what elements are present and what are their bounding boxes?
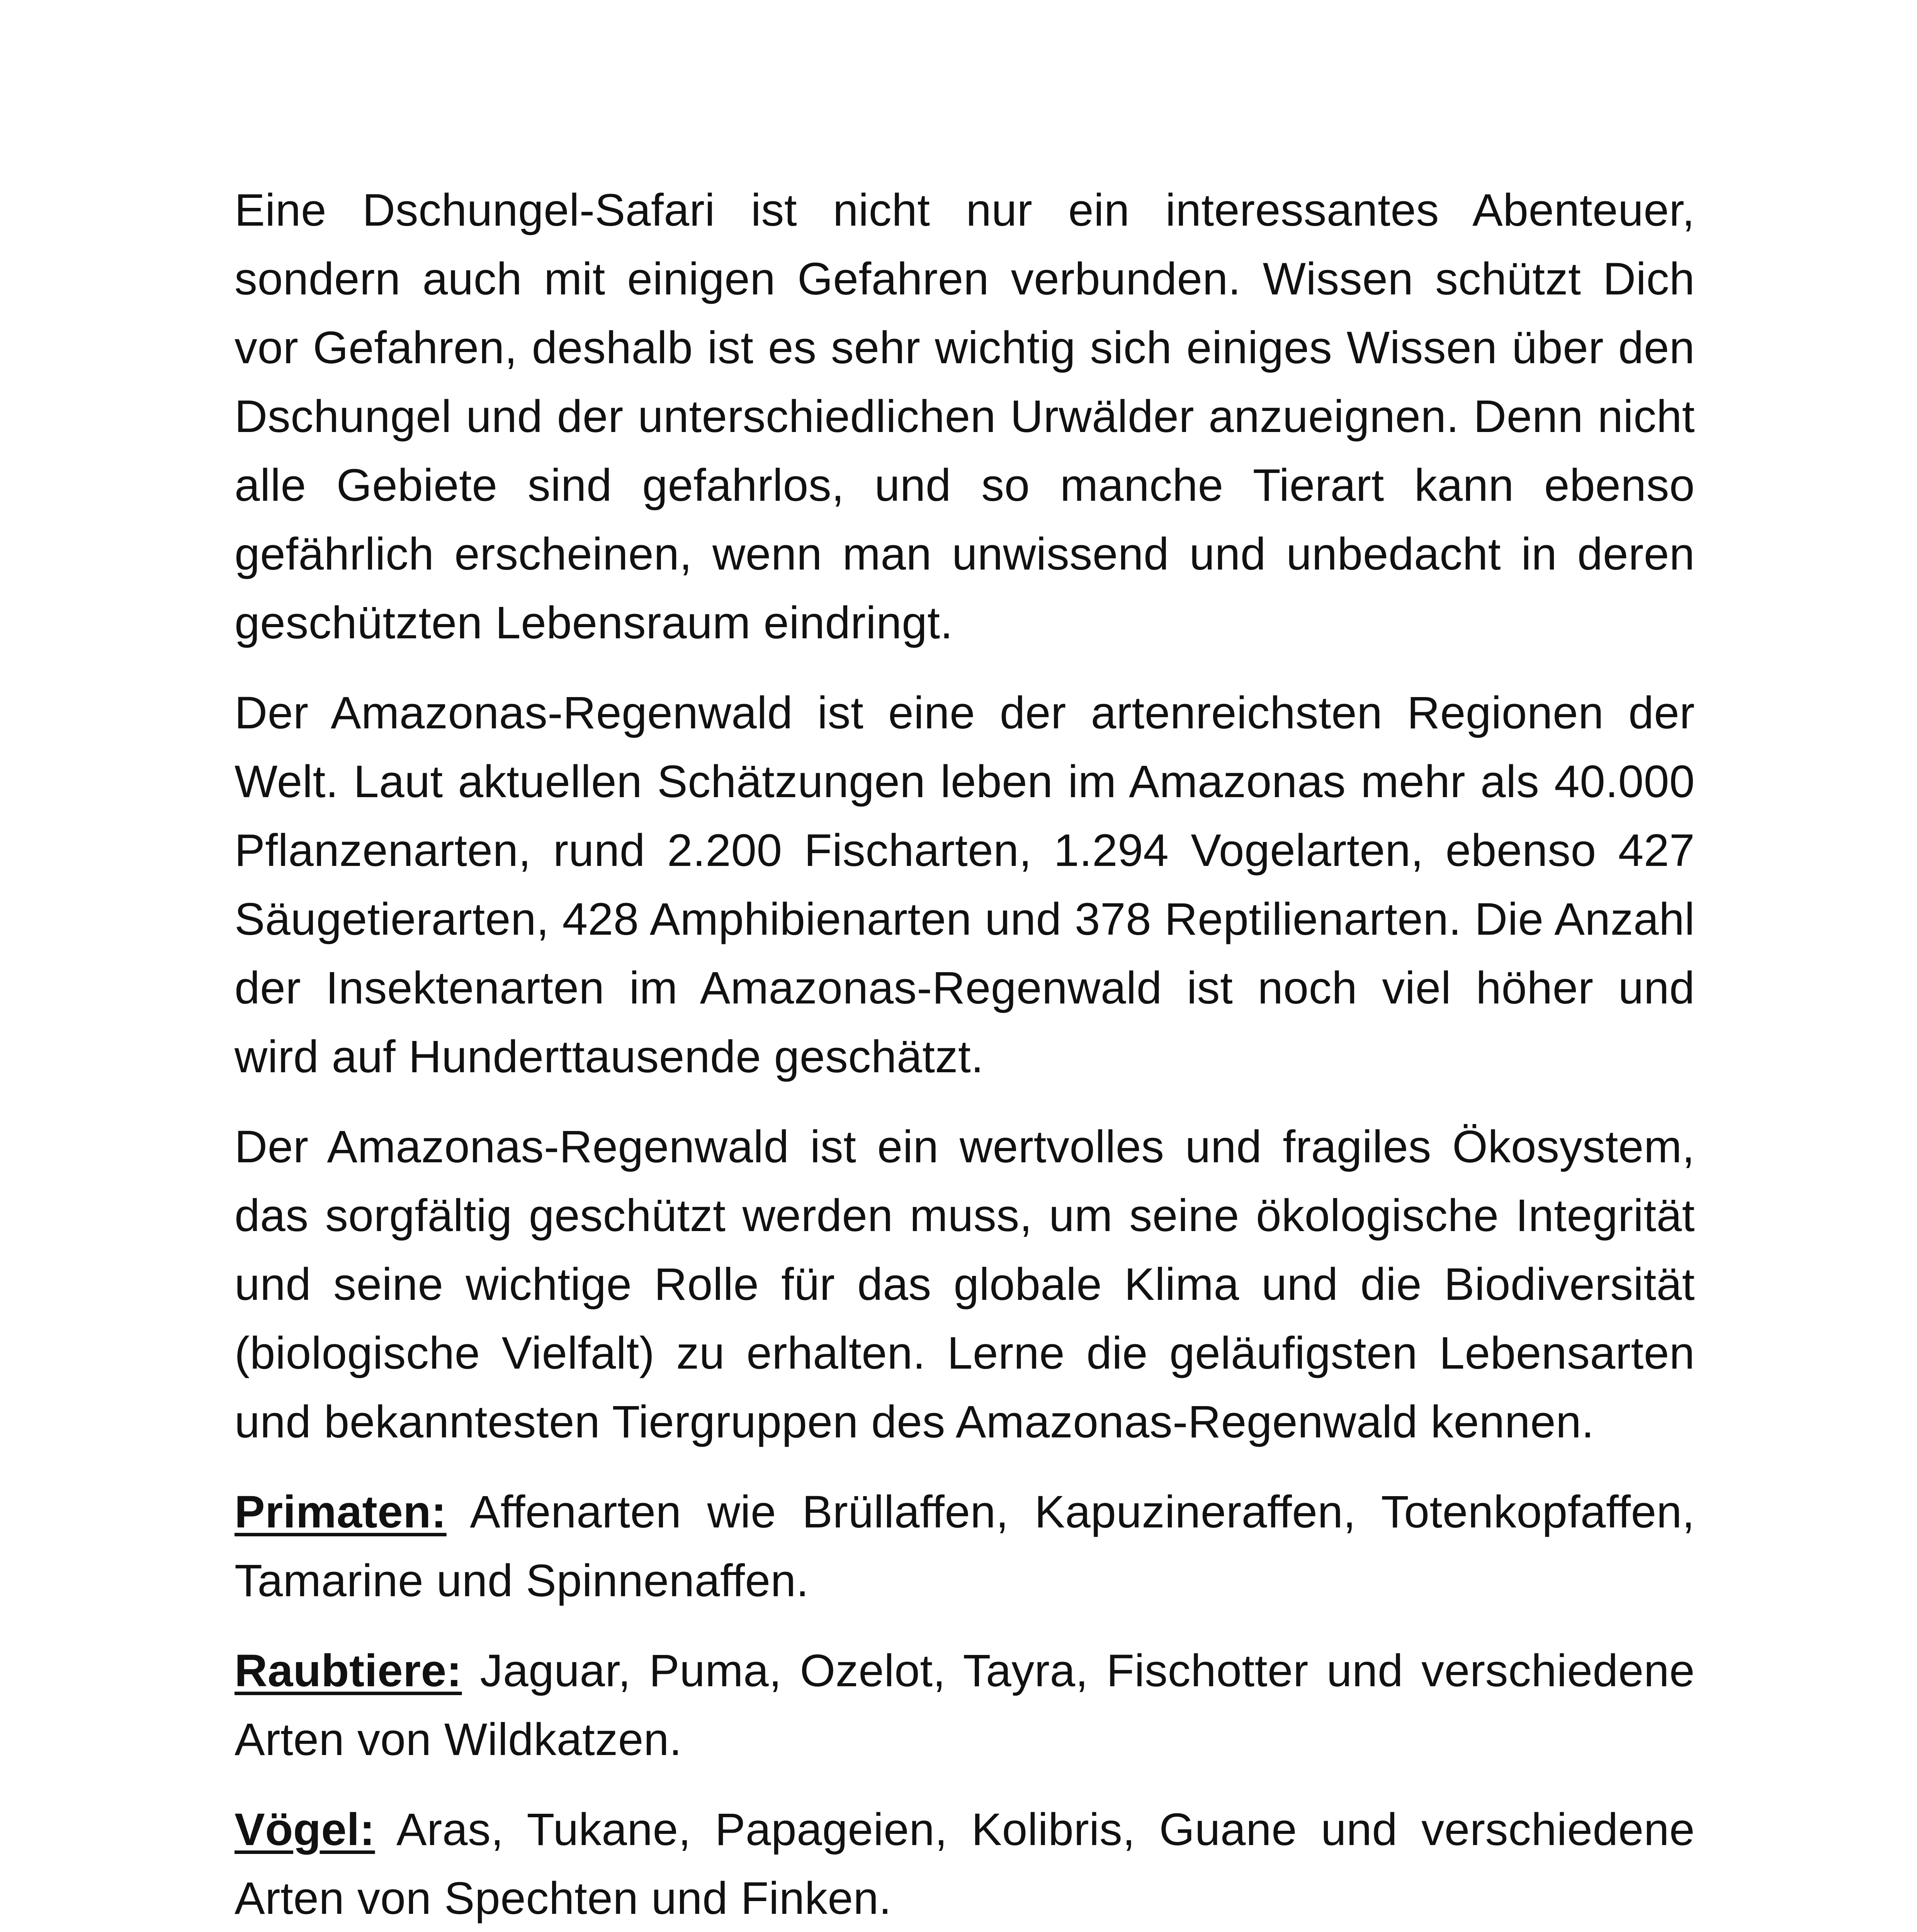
species-count-paragraph: Der Amazonas-Regenwald ist eine der artenreichsten Regionen der Welt. Laut aktuellen Schätzungen leben im Amazonas mehr als 40.000 Pflanzenarten, rund 2.200 Fischarten, 1.294 Vogelarten, ebenso 427 Säugetierarten, 428 Amphibienarten und 378 Reptilienarten. Die Anzahl der Insektenarten im Amazonas-Regenwald ist noch viel höher und wird auf Hunderttausende geschätzt. [235, 687, 1695, 1082]
group-raubtiere [235, 1636, 1695, 1774]
group-primaten [235, 1478, 1695, 1615]
ecosystem-paragraph: Der Amazonas-Regenwald ist ein wertvolles und fragiles Ökosystem, das sorgfältig geschützt werden muss, um seine ökologische Integrität und seine wichtige Rolle für das globale Klima und die Biodiversität (biologische Vielfalt) zu erhalten. Lerne die geläufigsten Lebensarten und bekanntesten Tiergruppen des Amazonas-Regenwald kennen. [235, 1121, 1695, 1447]
group-voegel [235, 1795, 1695, 1932]
group-label: Raubtiere: [235, 1645, 462, 1696]
group-text: Jaguar, Puma, Ozelot, Tayra, Fischotter und verschiedene Arten von Wildkatzen. [235, 1645, 1695, 1765]
group-text: Affenarten wie Brüllaffen, Kapuzineraffen, Totenkopfaffen, Tamarine und Spinnenaffen. [235, 1486, 1695, 1606]
intro-paragraph: Eine Dschungel-Safari ist nicht nur ein interessantes Abenteuer, sondern auch mit einigen Gefahren verbunden. Wissen schützt Dich vor Gefahren, deshalb ist es sehr wichtig sich einiges Wissen über den Dschungel und der unterschiedlichen Urwälder anzueignen. Denn nicht alle Gebiete sind gefahrlos, und so manche Tierart kann ebenso gefährlich erscheinen, wenn man unwissend und unbedacht in deren geschützten Lebensraum eindringt. [235, 185, 1695, 648]
group-label: Primaten: [235, 1486, 447, 1537]
group-text: Aras, Tukane, Papageien, Kolibris, Guane und verschiedene Arten von Spechten und Finken. [235, 1804, 1695, 1924]
group-label: Vögel: [235, 1804, 375, 1855]
page-body [235, 176, 1695, 1932]
